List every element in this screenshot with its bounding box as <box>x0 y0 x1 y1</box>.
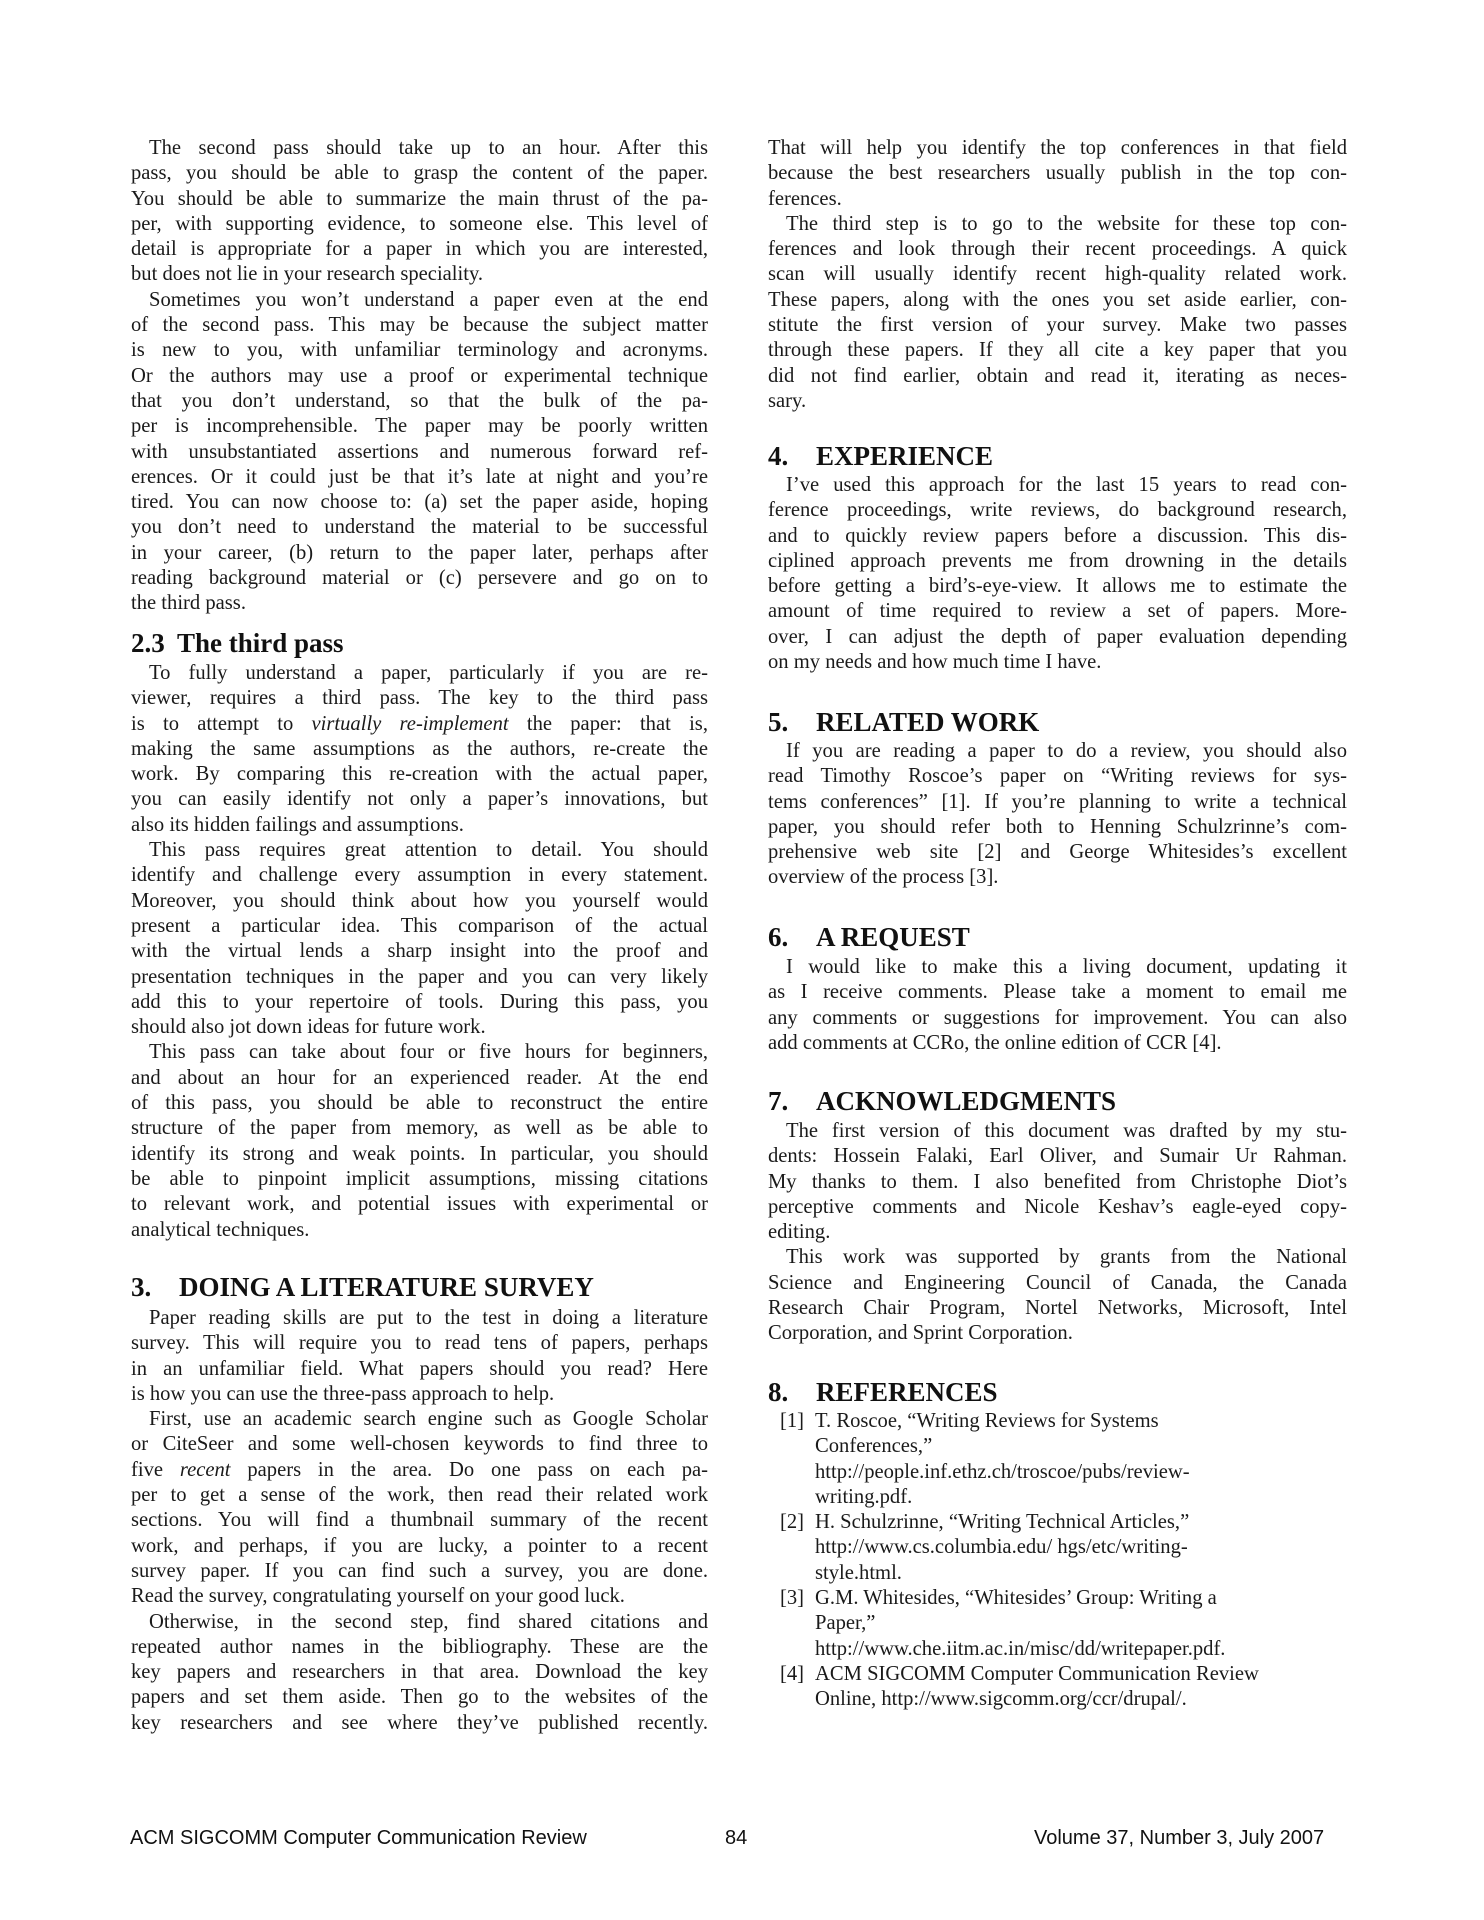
text-line: repeated author names in the bibliography. These are the <box>131 1635 708 1658</box>
text-line: add comments at CCRo, the online edition of CCR [4]. <box>768 1031 1222 1054</box>
heading-number: 7. <box>768 1086 789 1116</box>
section-heading-6 <box>768 922 970 952</box>
references-list <box>768 1409 1347 1713</box>
text-line: read Timothy Roscoe’s paper on “Writing reviews for sys- <box>768 765 1347 788</box>
paragraph <box>768 1119 1347 1245</box>
text-line: Science and Engineering Council of Canada, the Canada <box>768 1271 1347 1294</box>
text-line: pass, you should be able to grasp the content of the paper. <box>131 162 708 185</box>
text-line: prehensive web site [2] and George Whitesides’s excellent <box>768 841 1347 864</box>
request-section <box>768 955 1347 1056</box>
text-line <box>131 1508 708 1533</box>
heading-number: 5. <box>768 707 789 737</box>
text-fragment: viewer, requires a third pass. The key to the third pass <box>131 687 708 710</box>
section-heading-3 <box>131 1272 594 1302</box>
paragraph <box>768 955 1347 1056</box>
footer-page-number: 84 <box>725 1827 748 1849</box>
text-line: structure of the paper from memory, as well as be able to <box>131 1117 708 1140</box>
text-line <box>131 1483 708 1508</box>
text-line: amount of time required to review a set of papers. More- <box>768 600 1347 623</box>
text-line: analytical techniques. <box>131 1218 310 1241</box>
paragraph <box>131 661 708 838</box>
text-line: the third pass. <box>131 592 246 615</box>
paragraph <box>768 473 1347 675</box>
text-line: of the second pass. This may be because the subject matter <box>131 314 708 337</box>
reference-item <box>768 1662 1347 1713</box>
text-line: ference proceedings, write reviews, do background research, <box>768 499 1347 522</box>
text-line: The third step is to go to the website for these top con- <box>786 212 1347 235</box>
text-line: tems conferences” [1]. If you’re planning to write a technical <box>768 790 1347 813</box>
text-fragment: or CiteSeer and some well-chosen keywords to find three to <box>131 1433 708 1456</box>
text-line <box>131 686 708 711</box>
heading-title: A REQUEST <box>816 922 970 952</box>
heading-number: 4. <box>768 441 789 471</box>
text-fragment: sections. You will find a thumbnail summary of the recent <box>131 1509 708 1532</box>
heading-title: EXPERIENCE <box>816 441 994 471</box>
reference-line: Conferences,” <box>815 1435 933 1458</box>
text-line: before getting a bird’s-eye-view. It allows me to estimate the <box>768 575 1347 598</box>
text-line <box>131 1407 708 1432</box>
reference-number: [3] <box>780 1587 805 1610</box>
text-line: erences. Or it could just be that it’s late at night and you’re <box>131 465 708 488</box>
text-line: paper, you should refer both to Henning Schulzrinne’s com- <box>768 815 1347 838</box>
text-line: present a particular idea. This comparison of the actual <box>131 914 708 937</box>
text-line <box>131 1534 708 1559</box>
text-fragment: also its hidden failings and assumptions. <box>131 813 464 836</box>
text-line: and to quickly review papers before a discussion. This dis- <box>768 524 1347 547</box>
text-fragment: papers in the area. Do one pass on each pa- <box>230 1458 708 1481</box>
text-line: perceptive comments and Nicole Keshav’s eagle-eyed copy- <box>768 1195 1347 1218</box>
heading-number: 6. <box>768 922 789 952</box>
paragraph <box>131 136 708 288</box>
paragraph <box>768 739 1347 891</box>
text-line: I would like to make this a living document, updating it <box>786 956 1347 978</box>
section-heading-4 <box>768 441 993 471</box>
text-line: This pass can take about four or five hours for beginners, <box>149 1041 708 1064</box>
text-line: My thanks to them. I also benefited from Christophe Diot’s <box>768 1170 1347 1193</box>
text-line: through these papers. If they all cite a key paper that you <box>768 339 1347 362</box>
reference-number: [2] <box>780 1511 805 1534</box>
text-line: in your career, (b) return to the paper later, perhaps after <box>131 541 708 564</box>
text-line: ferences. <box>768 187 842 210</box>
text-line: You should be able to summarize the main thrust of the pa- <box>131 187 708 210</box>
text-line: add this to your repertoire of tools. During this pass, you <box>131 990 708 1013</box>
reference-item <box>768 1510 1347 1586</box>
left-column <box>131 136 708 617</box>
heading-title: RELATED WORK <box>816 707 1040 737</box>
text-line: ciplined approach prevents me from drowning in the details <box>768 549 1347 572</box>
paragraph <box>768 1245 1347 1346</box>
reference-line: Online, http://www.sigcomm.org/ccr/drupal/. <box>815 1688 1187 1711</box>
text-line: tired. You can now choose to: (a) set the paper aside, hoping <box>131 491 708 514</box>
reference-line: ACM SIGCOMM Computer Communication Review <box>815 1662 1259 1685</box>
text-line: If you are reading a paper to do a review, you should also <box>786 740 1347 762</box>
text-line: on my needs and how much time I have. <box>768 651 1102 674</box>
text-line: any comments or suggestions for improvement. You can also <box>768 1006 1347 1029</box>
text-line: detail is appropriate for a paper in which you are interested, <box>131 238 708 261</box>
text-line <box>131 787 708 812</box>
text-line: you don’t need to understand the material to be successful <box>131 516 708 539</box>
paragraph <box>131 1610 708 1736</box>
text-line: overview of the process [3]. <box>768 866 999 889</box>
text-line: with the virtual lends a sharp insight into the proof and <box>131 940 708 963</box>
section-heading-5 <box>768 707 1039 737</box>
text-line: as I receive comments. Please take a moment to email me <box>768 981 1347 1004</box>
paragraph <box>131 1407 708 1609</box>
text-line: sary. <box>768 389 807 412</box>
text-line <box>131 1559 708 1584</box>
text-fragment: Read the survey, congratulating yourself on your good luck. <box>131 1585 625 1608</box>
text-fragment: the paper: that is, <box>508 712 708 735</box>
heading-title: ACKNOWLEDGMENTS <box>816 1086 1117 1116</box>
text-line: key papers and researchers in that area. Download the key <box>131 1661 708 1684</box>
text-line: over, I can adjust the depth of paper evaluation depending <box>768 625 1347 648</box>
left-column-third-pass <box>131 661 708 1243</box>
subsection-heading-2-3 <box>131 628 344 658</box>
experience-section <box>768 473 1347 675</box>
text-fragment: survey paper. If you can find such a survey, you are done. <box>131 1559 708 1582</box>
text-fragment: making the same assumptions as the authors, re-create the <box>131 737 708 760</box>
text-line: papers and set them aside. Then go to the websites of the <box>131 1686 708 1709</box>
text-fragment: To fully understand a paper, particularly if you are re- <box>149 662 708 684</box>
paragraph <box>131 1306 708 1407</box>
text-line: that you don’t understand, so that the bulk of the pa- <box>131 389 708 412</box>
acknowledgments-section <box>768 1119 1347 1347</box>
reference-line: style.html. <box>815 1561 902 1584</box>
reference-line: writing.pdf. <box>815 1485 913 1508</box>
text-line <box>131 737 708 762</box>
footer-journal: ACM SIGCOMM Computer Communication Review <box>130 1827 587 1849</box>
section-heading-8 <box>768 1377 998 1407</box>
text-line <box>131 1584 708 1609</box>
text-fragment: per to get a sense of the work, then read their related work <box>131 1484 708 1507</box>
text-line: Research Chair Program, Nortel Networks, Microsoft, Intel <box>768 1297 1347 1320</box>
text-line <box>131 712 708 737</box>
text-line: Otherwise, in the second step, find shared citations and <box>149 1610 708 1633</box>
text-line: The first version of this document was drafted by my stu- <box>786 1120 1347 1142</box>
text-line <box>131 762 708 787</box>
text-line <box>131 813 708 838</box>
text-line <box>131 661 708 686</box>
text-fragment: work. By comparing this re-creation with the actual paper, <box>131 763 708 786</box>
reference-number: [4] <box>780 1662 805 1685</box>
reference-item <box>768 1409 1347 1510</box>
section-heading-7 <box>768 1086 1116 1116</box>
related-work-section <box>768 739 1347 891</box>
text-line: survey. This will require you to read tens of papers, perhaps <box>131 1332 708 1355</box>
text-line: The second pass should take up to an hour. After this <box>149 137 708 159</box>
paragraph <box>131 288 708 617</box>
text-line: reading background material or (c) persevere and go on to <box>131 567 708 590</box>
heading-title: REFERENCES <box>816 1377 998 1407</box>
text-line <box>131 1432 708 1457</box>
text-fragment: First, use an academic search engine such as Google Scholar <box>149 1408 708 1431</box>
text-line: of this pass, you should be able to reconstruct the entire <box>131 1092 708 1115</box>
emphasized-text: virtually re-implement <box>311 712 509 735</box>
text-line: ferences and look through their recent proceedings. A quick <box>768 238 1347 261</box>
heading-number: 2.3 <box>131 628 165 658</box>
left-column-survey <box>131 1306 708 1736</box>
text-fragment: is to attempt to <box>131 712 312 735</box>
text-line: Or the authors may use a proof or experimental technique <box>131 364 708 387</box>
paragraph <box>131 1040 708 1242</box>
text-line: is new to you, with unfamiliar terminology and acronyms. <box>131 339 708 362</box>
text-line: per is incomprehensible. The paper may be poorly written <box>131 415 708 438</box>
text-line: dents: Hossein Falaki, Earl Oliver, and Sumair Ur Rahman. <box>768 1145 1347 1168</box>
heading-number: 3. <box>131 1272 152 1302</box>
text-line: This work was supported by grants from the National <box>786 1246 1347 1269</box>
right-column <box>768 136 1347 414</box>
text-line: identify and challenge every assumption in every statement. <box>131 864 708 887</box>
text-line: Paper reading skills are put to the test in doing a literature <box>149 1307 708 1329</box>
text-line: That will help you identify the top conferences in that field <box>768 137 1347 159</box>
text-line: identify its strong and weak points. In particular, you should <box>131 1142 708 1165</box>
text-line: with unsubstantiated assertions and numerous forward ref- <box>131 440 708 463</box>
heading-title: DOING A LITERATURE SURVEY <box>179 1272 594 1302</box>
reference-line: http://www.cs.columbia.edu/ hgs/etc/writing- <box>815 1536 1188 1559</box>
emphasized-text: recent <box>179 1458 231 1481</box>
text-line: Corporation, and Sprint Corporation. <box>768 1322 1073 1345</box>
text-line: This pass requires great attention to detail. You should <box>149 839 708 862</box>
reference-line: http://people.inf.ethz.ch/troscoe/pubs/review- <box>815 1460 1190 1483</box>
paragraph <box>768 136 1347 212</box>
footer-volume: Volume 37, Number 3, July 2007 <box>1034 1827 1325 1849</box>
text-line: I’ve used this approach for the last 15 years to read con- <box>786 474 1347 496</box>
reference-line: http://www.che.iitm.ac.in/misc/dd/writepaper.pdf. <box>815 1637 1226 1660</box>
reference-line: H. Schulzrinne, “Writing Technical Articles,” <box>815 1511 1190 1534</box>
text-line: in an unfamiliar field. What papers should you read? Here <box>131 1357 708 1380</box>
text-line: Moreover, you should think about how you yourself would <box>131 889 708 912</box>
text-line: These papers, along with the ones you set aside earlier, con- <box>768 288 1347 311</box>
text-line <box>131 1458 708 1483</box>
text-line: should also jot down ideas for future work. <box>131 1016 486 1039</box>
text-line: because the best researchers usually publish in the top con- <box>768 162 1347 185</box>
text-line: per, with supporting evidence, to someone else. This level of <box>131 212 708 235</box>
text-fragment: work, and perhaps, if you are lucky, a pointer to a recent <box>131 1534 708 1557</box>
text-line: to relevant work, and potential issues with experimental or <box>131 1193 708 1216</box>
text-line: key researchers and see where they’ve published recently. <box>131 1711 708 1734</box>
heading-title: The third pass <box>177 628 344 658</box>
text-line: be able to pinpoint implicit assumptions, missing citations <box>131 1167 708 1190</box>
text-line: Sometimes you won’t understand a paper even at the end <box>149 288 708 311</box>
text-line: scan will usually identify recent high-quality related work. <box>768 263 1347 286</box>
text-line: editing. <box>768 1221 831 1244</box>
text-line: did not find earlier, obtain and read it, iterating as neces- <box>768 364 1347 387</box>
paragraph <box>768 212 1347 414</box>
text-line: and about an hour for an experienced reader. At the end <box>131 1066 708 1089</box>
heading-number: 8. <box>768 1377 789 1407</box>
text-fragment: you can easily identify not only a paper’s innovations, but <box>131 788 708 811</box>
text-line: presentation techniques in the paper and you can very likely <box>131 965 708 988</box>
text-fragment: five <box>131 1458 180 1481</box>
reference-line: Paper,” <box>815 1612 876 1635</box>
text-line: stitute the first version of your survey. Make two passes <box>768 314 1347 337</box>
reference-number: [1] <box>780 1410 805 1432</box>
text-line: but does not lie in your research speciality. <box>131 263 484 286</box>
paragraph <box>131 838 708 1040</box>
text-line: is how you can use the three-pass approach to help. <box>131 1382 555 1405</box>
reference-line: G.M. Whitesides, “Whitesides’ Group: Writing a <box>815 1587 1217 1610</box>
reference-line: T. Roscoe, “Writing Reviews for Systems <box>815 1410 1159 1432</box>
reference-item <box>768 1586 1347 1662</box>
